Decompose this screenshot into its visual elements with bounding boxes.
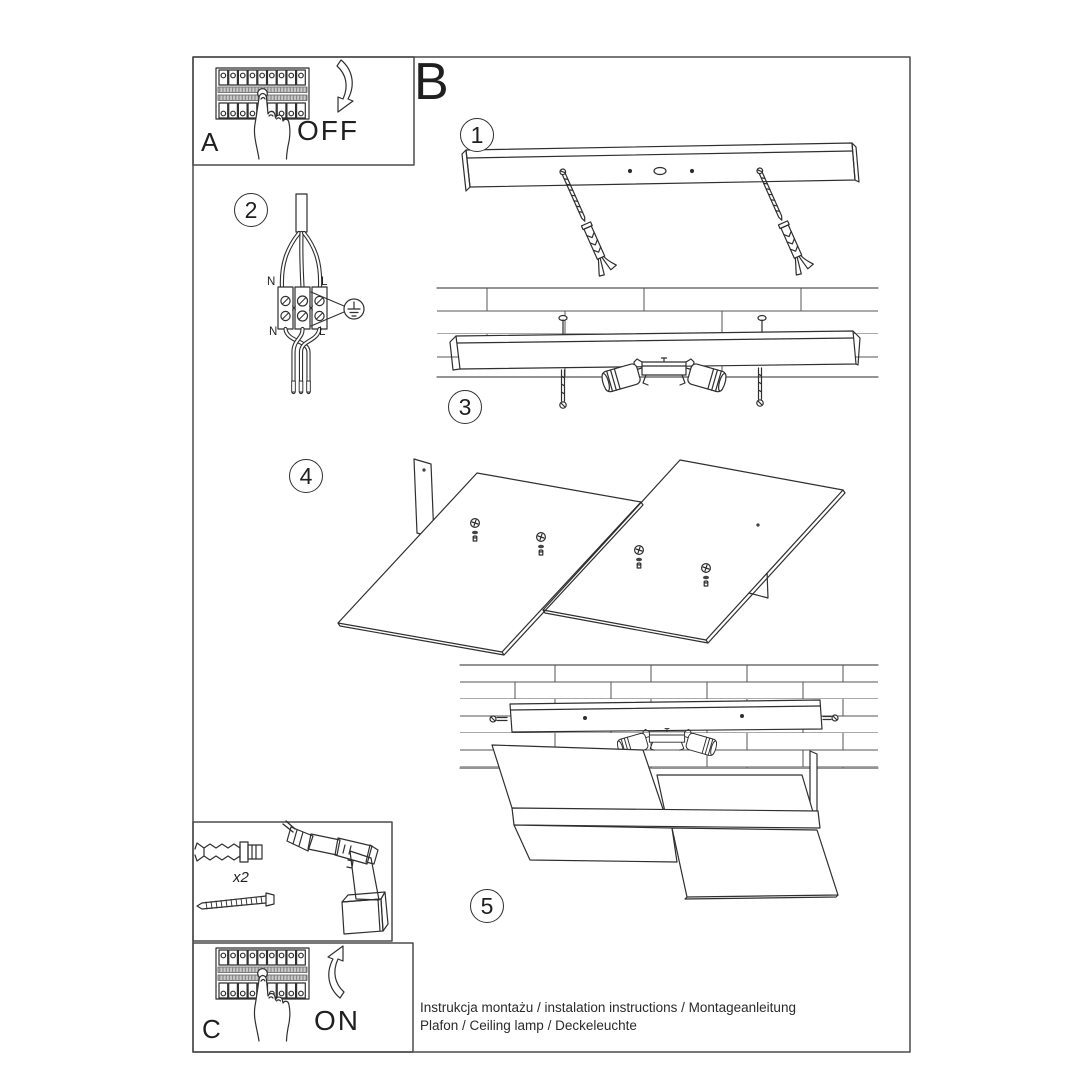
step-4-badge: 4	[289, 459, 323, 493]
tools-illustration	[195, 821, 388, 934]
step-3-badge: 3	[448, 390, 482, 424]
step1-mounting-bar	[462, 143, 859, 277]
wall-plug-icon	[195, 842, 262, 862]
plug-quantity-label: x2	[233, 869, 249, 886]
caption-line-2: Plafon / Ceiling lamp / Deckeleuchte	[420, 1018, 637, 1033]
step-1-badge: 1	[460, 118, 494, 152]
off-label: OFF	[297, 115, 359, 146]
step3-bar-on-wall	[437, 288, 878, 408]
terminal-l-bottom-label: L	[319, 326, 326, 338]
on-label: ON	[314, 1005, 360, 1036]
section-letter: B	[414, 53, 449, 111]
terminal-l-top-label: L	[321, 276, 328, 288]
step5-assembled-lamp	[460, 665, 878, 899]
arrow-up-icon	[328, 946, 344, 998]
step-2-badge: 2	[234, 193, 268, 227]
drill-icon	[283, 821, 388, 934]
screw-icon	[197, 893, 274, 909]
step-5-badge: 5	[470, 889, 504, 923]
terminal-n-bottom-label: N	[269, 326, 278, 338]
arrow-down-icon	[337, 60, 353, 112]
ground-symbol-icon	[344, 299, 364, 319]
step2-wiring	[278, 194, 364, 392]
caption-line-1: Instrukcja montażu / instalation instructions / Montageanleitung	[420, 1000, 796, 1015]
step4-panels	[338, 459, 845, 655]
terminal-n-top-label: N	[267, 276, 276, 288]
box-c-label: C	[202, 1014, 221, 1044]
box-a-label: A	[201, 127, 219, 157]
